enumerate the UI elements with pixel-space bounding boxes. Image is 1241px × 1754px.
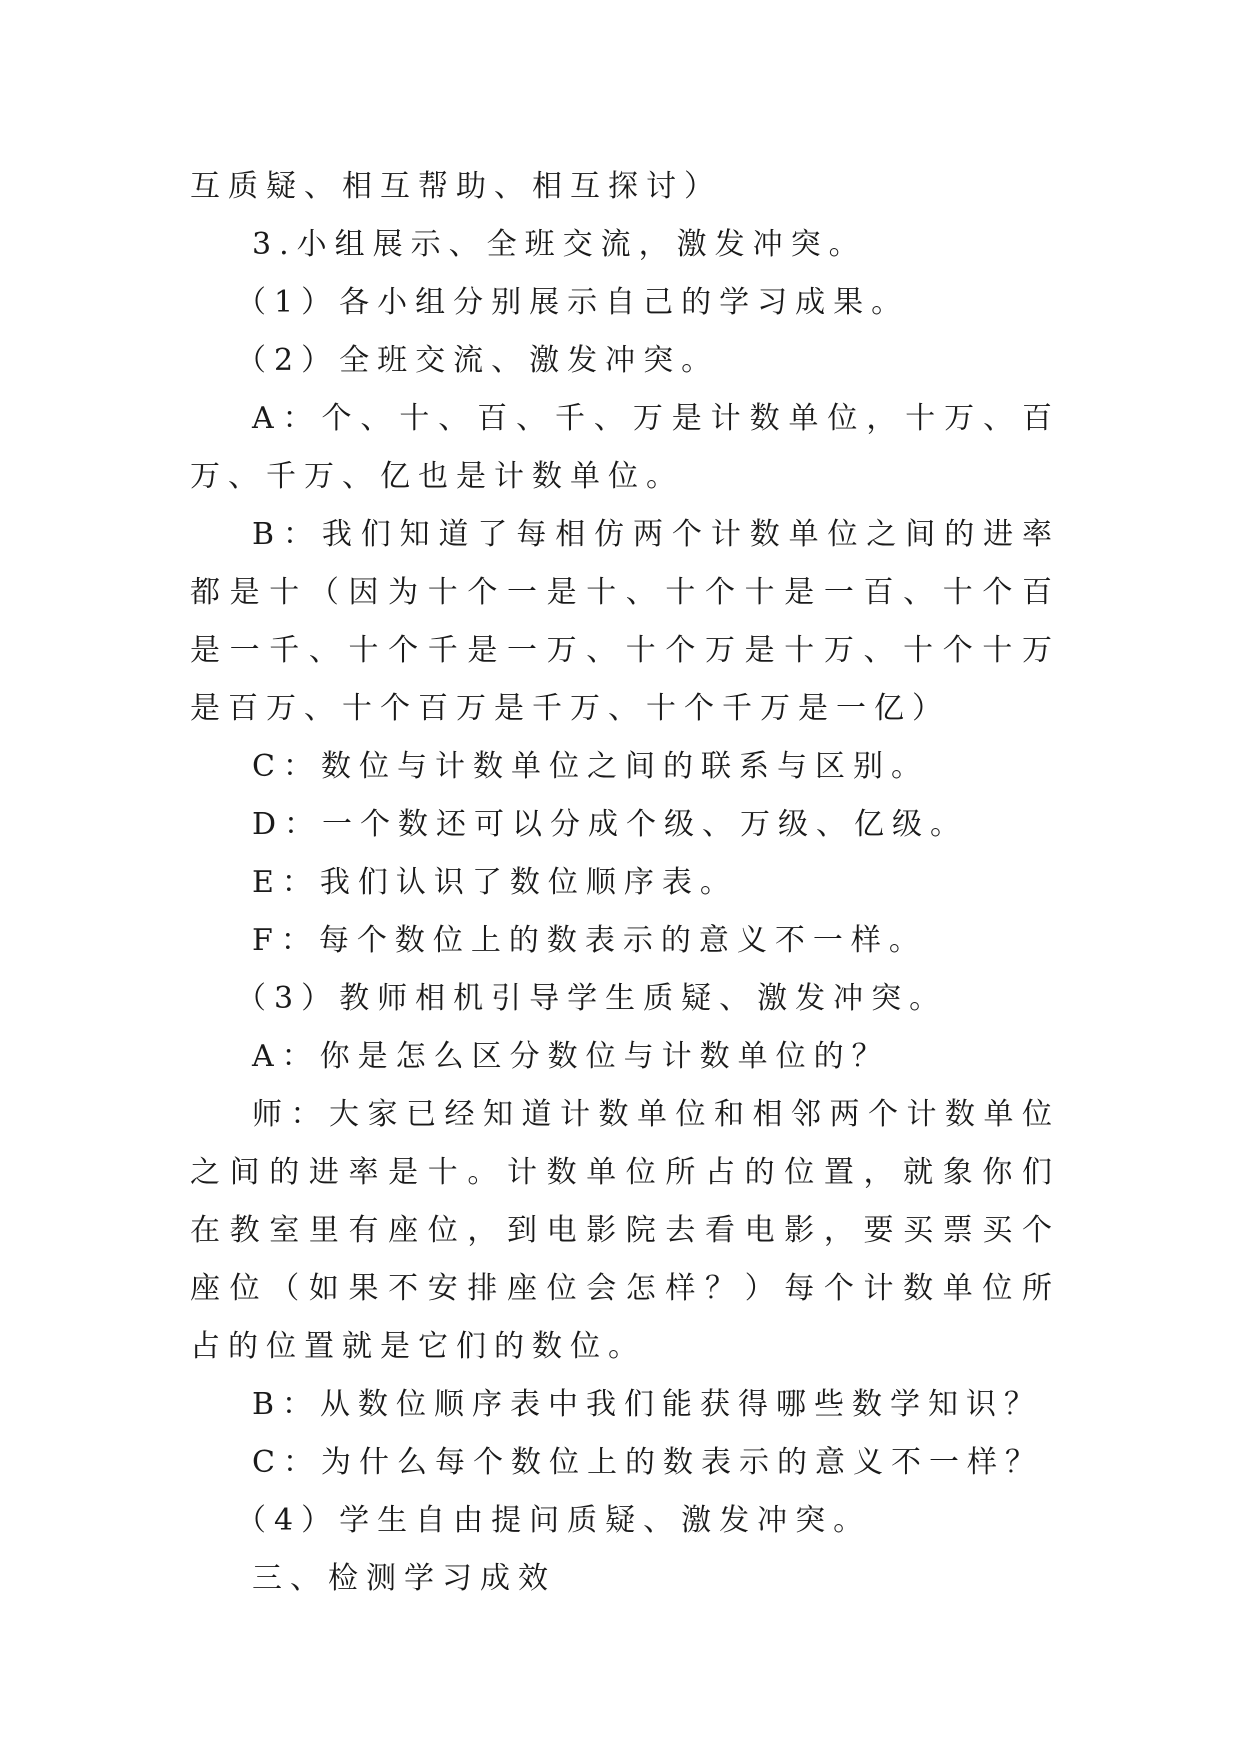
paragraph-question-b: B：从数位顺序表中我们能获得哪些数学知识？ [252,1387,1043,1422]
paragraph-a: A：个、十、百、千、万是计数单位，十万、百万、千万、亿也是计数单位。 [190,401,1060,494]
paragraph-sub-2: （2）全班交流、激发冲突。 [236,343,720,378]
paragraph-c: C：数位与计数单位之间的联系与区别。 [252,749,929,784]
paragraph-teacher: 师：大家已经知道计数单位和相邻两个计数单位之间的进率是十。计数单位所占的位置，就象你们在教室里有座位，到电影院去看电影，要买票买个座位（如果不安排座位会怎样？）每个计数单位所占的位置就是它们的数位。 [190,1097,1060,1364]
paragraph-sub-3: （3）教师相机引导学生质疑、激发冲突。 [236,981,948,1016]
paragraph-b: B：我们知道了每相仿两个计数单位之间的进率都是十（因为十个一是十、十个十是一百、十个百是一千、十个千是一万、十个万是十万、十个十万是百万、十个百万是千万、十个千万是一亿） [190,517,1060,726]
paragraph-f: F：每个数位上的数表示的意义不一样。 [252,923,927,958]
paragraph-e: E：我们认识了数位顺序表。 [252,865,738,900]
paragraph-question-c: C：为什么每个数位上的数表示的意义不一样？ [252,1445,1043,1480]
section-heading-3: 三、检测学习成效 [252,1561,556,1596]
paragraph-question-a: A：你是怎么区分数位与计数单位的？ [252,1039,890,1074]
paragraph-sub-1: （1）各小组分别展示自己的学习成果。 [236,285,910,320]
paragraph-d: D：一个数还可以分成个级、万级、亿级。 [252,807,969,842]
paragraph-step-3: 3.小组展示、全班交流，激发冲突。 [252,227,867,262]
paragraph-sub-4: （4）学生自由提问质疑、激发冲突。 [236,1503,872,1538]
document-body [190,158,1060,1608]
paragraph-continuation: 互质疑、相互帮助、相互探讨） [190,169,722,204]
